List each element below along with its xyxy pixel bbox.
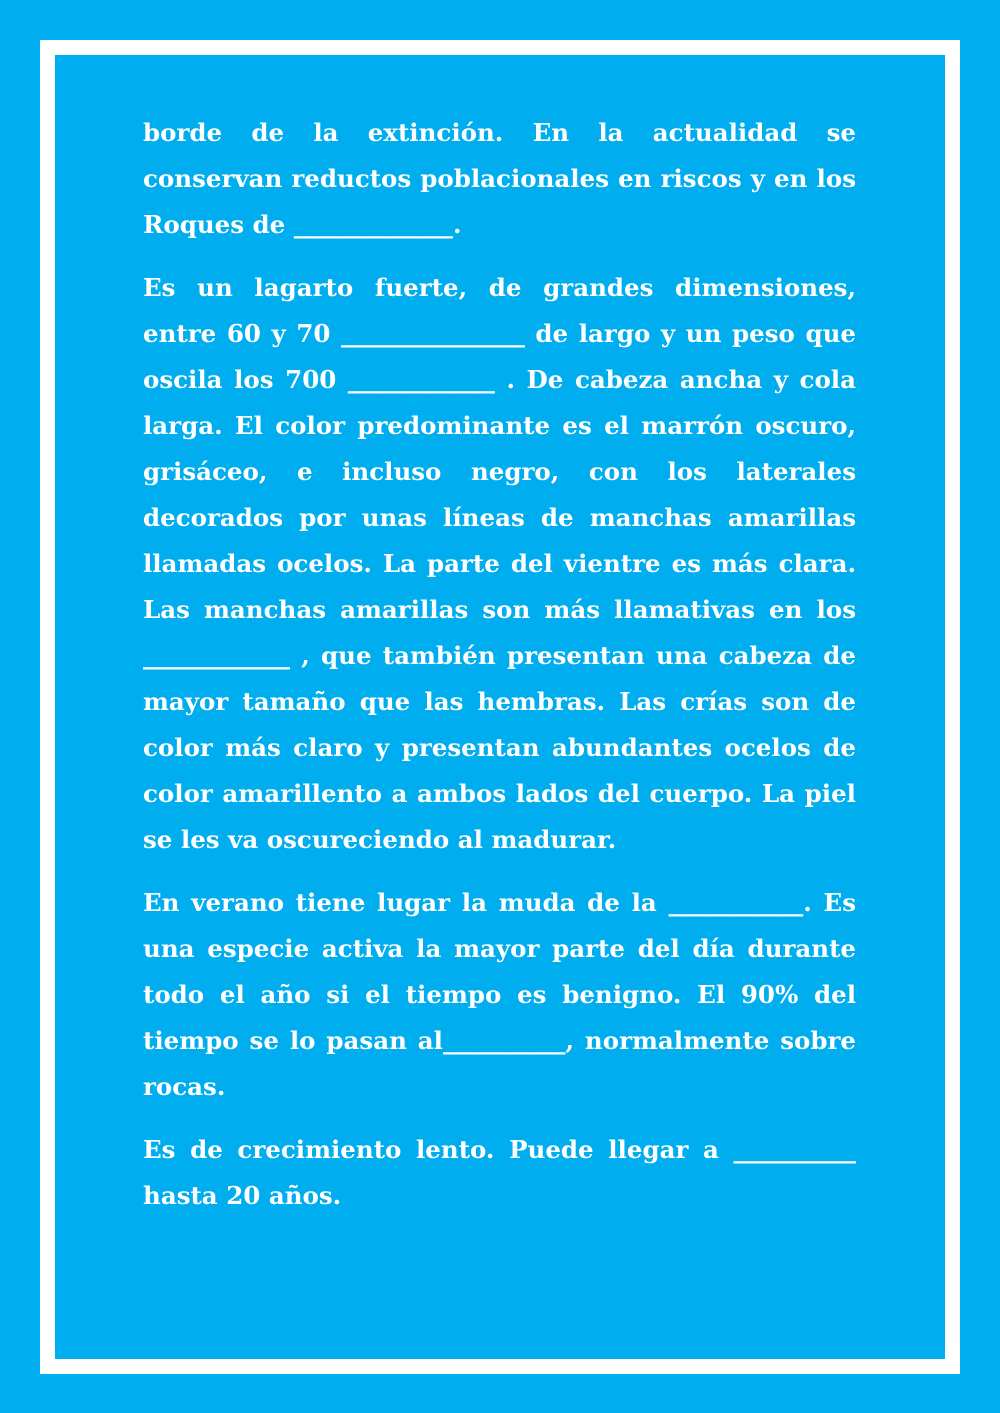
worksheet-text xyxy=(143,110,856,1236)
paragraph-behavior: En verano tiene lugar la muda de la ___________. Es una especie activa la mayor parte del día durante todo el año si el tiempo es benigno. El 90% del tiempo se lo pasan al__________, normalmente sobre rocas. xyxy=(143,888,856,1101)
paragraph-extinction: borde de la extinción. En la actualidad se conservan reductos poblacionales en riscos y en los Roques de _____________. xyxy=(143,118,856,239)
paragraph-growth: Es de crecimiento lento. Puede llegar a __________ hasta 20 años. xyxy=(143,1135,856,1210)
paragraph-description: Es un lagarto fuerte, de grandes dimensiones, entre 60 y 70 _______________ de largo y un peso que oscila los 700 ____________ . De cabeza ancha y cola larga. El color predominante es el marrón oscuro, grisáceo, e incluso negro, con los laterales decorados por unas líneas de manchas amarillas llamadas ocelos. La parte del vientre es más clara. Las manchas amarillas son más llamativas en los ____________ , que también presentan una cabeza de mayor tamaño que las hembras. Las crías son de color más claro y presentan abundantes ocelos de color amarillento a ambos lados del cuerpo. La piel se les va oscureciendo al madurar. xyxy=(143,273,856,854)
